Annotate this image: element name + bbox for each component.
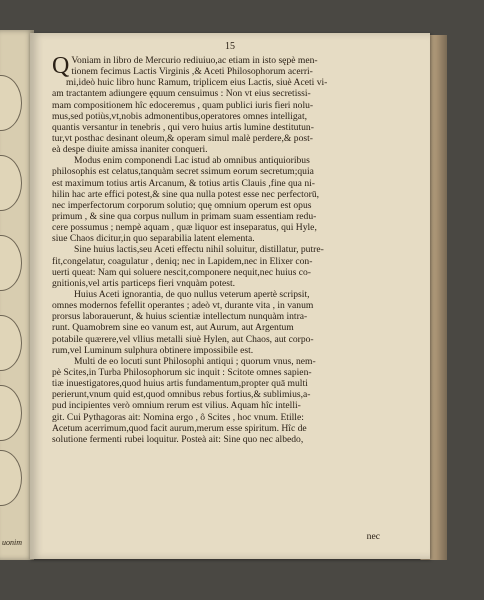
text-line (52, 155, 408, 166)
line-text: perierunt,vnum quid est,quod omnibus rebus fortius,& sublimius,a- (52, 389, 311, 401)
line-text: fit,congelatur, coagulatur , deniq; nec in Lapidem,nec in Elixer con- (52, 255, 313, 267)
text-line (52, 233, 408, 244)
line-text: Modus enim componendi Lac istud ab omnibus antiquioribus (74, 155, 310, 167)
text-line (52, 166, 408, 177)
line-text: pè Scites,in Turba Philosophorum sic inquit : Scitote omnes sapien- (52, 366, 312, 378)
egg-illustration (0, 155, 22, 211)
text-line (52, 267, 408, 278)
line-text: Voniam in libro de Mercurio rediuiuo,ac etiam in isto sępè men- (71, 55, 318, 66)
line-text: rum,vel Luminum sulphura obtinere impossibile est. (52, 344, 254, 356)
text-line (52, 300, 408, 311)
page-number: 15 (225, 41, 235, 52)
line-text: primum , & sine qua corpus nullum in primam suam essentiam redu- (52, 210, 317, 222)
book-page (30, 33, 430, 559)
text-line (52, 122, 408, 133)
text-line (52, 133, 408, 144)
line-text: tiæ inuestigatores,quod huius artis fundamentum,propter quā multi (52, 378, 308, 390)
text-line (52, 88, 408, 99)
text-line (52, 244, 408, 255)
line-text: cere possumus ; nempè aquam , quæ liquor est inseparatus, qui Hyle, (52, 222, 317, 234)
text-line (52, 222, 408, 233)
line-text: quantis versantur in tenebris , qui vero huius artis lumine destitutun- (52, 121, 314, 133)
text-line (52, 356, 408, 367)
line-text: Acetum acerrimum,quod facit aurum,merum esse spiritum. Hîc de (52, 422, 307, 434)
line-text: pud incipientes verò omnium rerum est vilius. Aquam hîc intelli- (52, 400, 301, 412)
line-text: gnitionis,vel artis particeps fieri vnquàm potest. (52, 277, 236, 289)
text-line (52, 345, 408, 356)
facing-page-word: uonim (2, 538, 22, 547)
line-text: hilin hac arte effici potest,& sine qua nulla potest esse nec perfectorū, (52, 188, 320, 200)
text-line (52, 434, 408, 445)
drop-cap: Q (52, 53, 70, 79)
text-line (52, 322, 408, 333)
line-text: siue Chaos dicitur,in quo separabilia latent elementa. (52, 233, 255, 245)
line-text: Huius Aceti ignorantia, de quo nullus veterum apertè scripsit, (74, 288, 310, 300)
line-text: omnes modernos fefellit operantes ; adeò vt, durante vita , in vanum (52, 300, 314, 312)
egg-illustration (0, 235, 22, 291)
line-text: runt. Quamobrem sine eo vanum est, aut Aurum, aut Argentum (52, 322, 294, 334)
body-text (52, 55, 408, 445)
egg-illustration (0, 385, 22, 441)
text-line (52, 178, 408, 189)
text-line (52, 211, 408, 222)
text-line (52, 367, 408, 378)
line-text: est maximum totius artis Arcanum, & totius artis Clauis ,fine qua ni- (52, 177, 315, 189)
text-line (52, 423, 408, 434)
line-text: git. Cui Pythagoras ait: Nomina ergo , ô Scites , hoc vnum. Etille: (52, 411, 304, 423)
text-line (52, 77, 408, 88)
line-text: philosophis est celatus,tanquàm secret ssimum eorum secretum;quia (52, 166, 314, 178)
line-text: am tractantem adiungere ęquum censuimus : Non vt eius secretissi- (52, 88, 311, 100)
line-text: prorsus laborauerunt, & huius scientiæ intellectum nunquàm intra- (52, 311, 308, 323)
line-text: tur,vt posthac desinant oleum,& operam simul malè perdere,& post- (52, 132, 313, 144)
text-line (52, 289, 408, 300)
egg-illustration (0, 75, 22, 131)
line-text: solutione fermenti rubei loquitur. Posteà ait: Sine quo nec albedo, (52, 433, 304, 445)
text-line (52, 100, 408, 111)
text-line (52, 144, 408, 155)
line-text: nec imperfectorum corporum solutio; quę omnium operum est opus (52, 199, 312, 211)
text-line (52, 66, 408, 77)
line-text: eà despe diuite amissa inaniter conqueri. (52, 144, 208, 156)
text-line (52, 189, 408, 200)
text-line (52, 111, 408, 122)
line-text: Multi de eo locuti sunt Philosophi antiqui ; quorum vnus, nem- (74, 355, 316, 367)
text-line (52, 378, 408, 389)
line-text: tionem fecimus Lactis Virginis ,& Aceti Philosophorum acerri- (71, 66, 313, 78)
egg-illustration (0, 450, 22, 506)
egg-illustration (0, 315, 22, 371)
text-line (52, 334, 408, 345)
line-text: potabile quærere,vel vllius metalli siuè Hylen, aut Chaos, aut corpo- (52, 333, 314, 345)
facing-page (0, 30, 34, 560)
text-line (52, 256, 408, 267)
line-text: mam compositionem hîc edoceremus , quam publici iuris fieri nolu- (52, 99, 314, 111)
line-text: Sine huius lactis,seu Aceti effectu nihil soluitur, distillatur, putre- (74, 244, 324, 256)
text-line (52, 389, 408, 400)
catchword: nec (366, 531, 380, 542)
text-line (52, 412, 408, 423)
line-text: uerti queat: Nam qui soluere nescit,componere nequit,nec huius co- (52, 266, 311, 278)
line-text: mi,ideò huic libro hunc Ramum, triplicem eius Lactis, siuè Aceti vi- (66, 77, 328, 89)
text-line (52, 311, 408, 322)
line-text: mus,sed potiùs,vt,nobis admonentibus,operatores omnes intelligat, (52, 110, 308, 122)
text-line (52, 400, 408, 411)
text-line (52, 278, 408, 289)
text-line (52, 200, 408, 211)
